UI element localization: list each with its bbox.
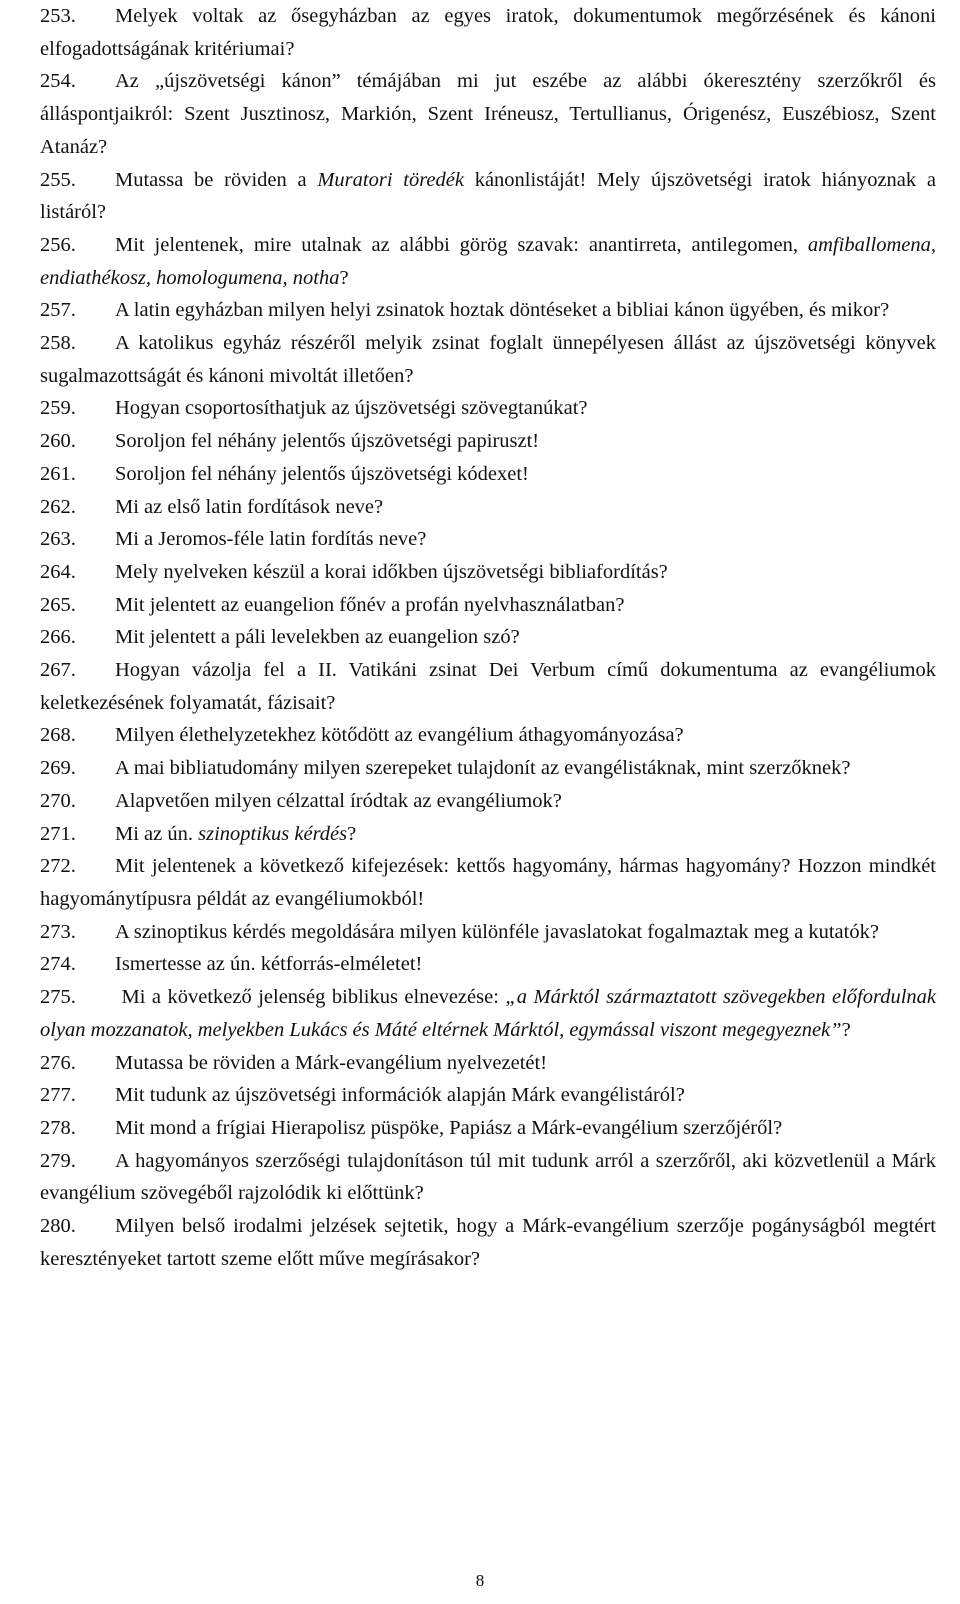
question-number: 278. bbox=[40, 1116, 76, 1139]
question-number: 257. bbox=[40, 299, 76, 322]
question-item bbox=[40, 948, 936, 981]
question-item bbox=[40, 981, 936, 1046]
question-number: 277. bbox=[40, 1084, 76, 1107]
question-item bbox=[40, 392, 936, 425]
question-item bbox=[40, 1112, 936, 1145]
question-text: Hogyan csoportosíthatjuk az újszövetségi szövegtanúkat? bbox=[115, 397, 588, 420]
question-text: Alapvetően milyen célzattal íródtak az evangéliumok? bbox=[115, 789, 562, 812]
question-item bbox=[40, 164, 936, 229]
question-text: Hogyan vázolja fel a II. Vatikáni zsinat Dei Verbum című dokumentuma az evangéliumok keletkezésének folyamatát, fázisait? bbox=[40, 659, 936, 714]
question-text: Mit jelentenek a következő kifejezések: kettős hagyomány, hármas hagyomány? Hozzon mindkét hagyománytípusra példát az evangéliumokból! bbox=[40, 855, 936, 910]
question-text: Mi a következő jelenség biblikus elnevezése: bbox=[115, 986, 506, 1009]
question-text: Mit mond a frígiai Hierapolisz püspöke, Papiász a Márk-evangélium szerzőjéről? bbox=[115, 1116, 783, 1139]
question-text: Melyek voltak az ősegyházban az egyes iratok, dokumentumok megőrzésének és kánoni elfogadottságának kritériumai? bbox=[40, 5, 936, 60]
question-text: Mit jelentett az euangelion főnév a profán nyelvhasználatban? bbox=[115, 593, 625, 616]
question-number: 256. bbox=[40, 233, 76, 256]
question-number: 269. bbox=[40, 757, 76, 780]
question-item bbox=[40, 491, 936, 524]
question-number: 264. bbox=[40, 560, 76, 583]
question-text-italic: szinoptikus kérdés bbox=[198, 822, 348, 845]
question-text: A szinoptikus kérdés megoldására milyen különféle javaslatokat fogalmaztak meg a kutatók? bbox=[115, 920, 879, 943]
question-number: 271. bbox=[40, 822, 76, 845]
question-item bbox=[40, 0, 936, 65]
question-number: 272. bbox=[40, 855, 76, 878]
question-item bbox=[40, 719, 936, 752]
question-number: 262. bbox=[40, 495, 76, 518]
page-number: 8 bbox=[475, 1571, 485, 1590]
question-text: Mit tudunk az újszövetségi információk alapján Márk evangélistáról? bbox=[115, 1084, 685, 1107]
question-list bbox=[40, 0, 936, 1275]
question-text: Soroljon fel néhány jelentős újszövetségi papiruszt! bbox=[115, 430, 540, 453]
question-text: A latin egyházban milyen helyi zsinatok hoztak döntéseket a bibliai kánon ügyében, és mikor? bbox=[115, 299, 890, 322]
question-text: Mutassa be röviden a bbox=[115, 168, 318, 191]
question-text: Mely nyelveken készül a korai időkben újszövetségi bibliafordítás? bbox=[115, 560, 668, 583]
question-text: Mi az első latin fordítások neve? bbox=[115, 495, 384, 518]
question-text-italic: Muratori töredék bbox=[317, 168, 464, 191]
question-item bbox=[40, 1210, 936, 1275]
question-number: 258. bbox=[40, 332, 76, 355]
question-text: Az „újszövetségi kánon” témájában mi jut eszébe az alábbi ókeresztény szerzőkről és álláspontjaikról: Szent Jusztinosz, Markión, Szent Iréneusz, Tertullianus, Órigenész, Euszébiosz, Szent Atanáz? bbox=[40, 70, 936, 158]
question-text: ? bbox=[347, 822, 357, 845]
question-item bbox=[40, 523, 936, 556]
question-text: Mutassa be röviden a Márk-evangélium nyelvezetét! bbox=[115, 1051, 548, 1074]
question-item bbox=[40, 589, 936, 622]
question-text: ? bbox=[339, 266, 349, 289]
question-item bbox=[40, 1047, 936, 1080]
question-text: A mai bibliatudomány milyen szerepeket tulajdonít az evangélistáknak, mint szerzőknek? bbox=[115, 757, 851, 780]
question-text: Milyen élethelyzetekhez kötődött az evangélium áthagyományozása? bbox=[115, 724, 684, 747]
question-item bbox=[40, 850, 936, 915]
question-text: Mi az ún. bbox=[115, 822, 199, 845]
question-item bbox=[40, 916, 936, 949]
question-number: 254. bbox=[40, 70, 76, 93]
question-text-italic: amfiballomena, endiathékosz, homologumena, notha bbox=[40, 233, 936, 289]
question-item bbox=[40, 229, 936, 294]
question-number: 268. bbox=[40, 724, 76, 747]
question-number: 275. bbox=[40, 986, 76, 1009]
question-text: Ismertesse az ún. kétforrás-elméletet! bbox=[115, 953, 423, 976]
question-item bbox=[40, 621, 936, 654]
question-number: 267. bbox=[40, 659, 76, 682]
question-item bbox=[40, 327, 936, 392]
question-number: 253. bbox=[40, 5, 76, 27]
question-text: ? bbox=[841, 1018, 851, 1041]
question-number: 279. bbox=[40, 1149, 76, 1172]
question-text: A katolikus egyház részéről melyik zsinat foglalt ünnepélyesen állást az újszövetségi könyvek sugalmazottságát és kánoni mivoltát illetően? bbox=[40, 332, 936, 387]
question-number: 276. bbox=[40, 1051, 76, 1074]
question-text: Mi a Jeromos-féle latin fordítás neve? bbox=[115, 528, 427, 551]
question-item bbox=[40, 294, 936, 327]
question-number: 260. bbox=[40, 430, 76, 453]
question-number: 261. bbox=[40, 462, 76, 485]
question-number: 259. bbox=[40, 397, 76, 420]
question-number: 280. bbox=[40, 1215, 76, 1238]
question-number: 266. bbox=[40, 626, 76, 649]
question-text: Milyen belső irodalmi jelzések sejtetik, hogy a Márk-evangélium szerzője pogányságból megtért keresztényeket tartott szeme előtt műve megírásakor? bbox=[40, 1215, 936, 1270]
question-item bbox=[40, 65, 936, 163]
question-text: kánonlistáját! Mely újszövetségi iratok hiányoznak a listáról? bbox=[40, 168, 936, 224]
question-item bbox=[40, 654, 936, 719]
question-item bbox=[40, 752, 936, 785]
question-text: Mit jelentenek, mire utalnak az alábbi görög szavak: anantirreta, antilegomen, bbox=[115, 233, 808, 256]
question-item bbox=[40, 458, 936, 491]
question-item bbox=[40, 425, 936, 458]
question-item bbox=[40, 785, 936, 818]
question-item bbox=[40, 556, 936, 589]
question-text: A hagyományos szerzőségi tulajdonításon túl mit tudunk arról a szerzőről, aki közvetlenül a Márk evangélium szövegéből rajzolódik ki előttünk? bbox=[40, 1149, 936, 1205]
question-number: 273. bbox=[40, 920, 76, 943]
question-number: 263. bbox=[40, 528, 76, 551]
question-item bbox=[40, 818, 936, 851]
question-item bbox=[40, 1145, 936, 1210]
question-text: Mit jelentett a páli levelekben az euangelion szó? bbox=[115, 626, 520, 649]
question-item bbox=[40, 1079, 936, 1112]
question-text-italic: „a Márktól származtatott szövegekben előfordulnak olyan mozzanatok, melyekben Lukács és Máté eltérnek Márktól, egymással viszont megegyeznek” bbox=[40, 986, 936, 1041]
question-number: 265. bbox=[40, 593, 76, 616]
question-number: 270. bbox=[40, 789, 76, 812]
question-number: 274. bbox=[40, 953, 76, 976]
question-number: 255. bbox=[40, 168, 76, 191]
question-text: Soroljon fel néhány jelentős újszövetségi kódexet! bbox=[115, 462, 529, 485]
